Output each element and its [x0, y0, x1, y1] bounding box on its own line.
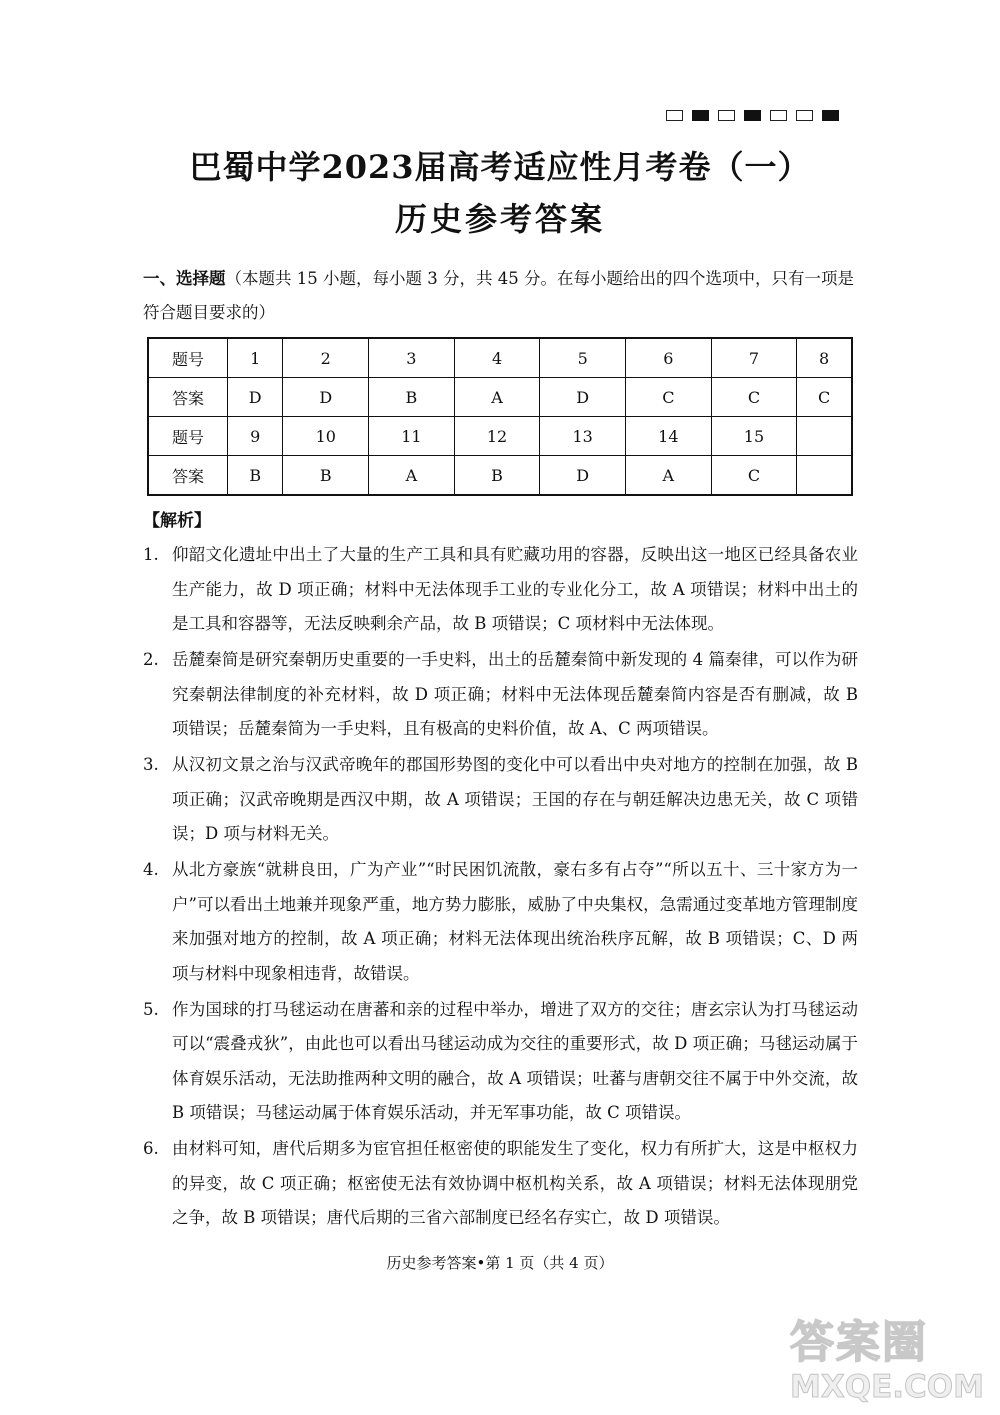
- question-number-cell: 2: [283, 338, 369, 378]
- item-number: 5.: [143, 999, 159, 1019]
- section-note: （本题共 15 小题，每小题 3 分，共 45 分。在每小题给出的四个选项中，只有一项是符合题目要求的）: [143, 269, 854, 322]
- item-text: 由材料可知，唐代后期多为宦官担任枢密使的职能发生了变化，权力有所扩大，这是中枢权力的异变，故 C 项正确；枢密使无法有效协调中枢机构关系，故 A 项错误；材料无法体现朋党之争，故 B 项错误；唐代后期的三省六部制度已经名存实亡，故 D 项错误。: [172, 1139, 858, 1227]
- answer-cell: B: [454, 456, 540, 496]
- section-heading: 一、选择题: [143, 269, 226, 288]
- header-mark: [822, 110, 839, 121]
- question-number-cell: 14: [626, 417, 712, 456]
- watermark-text-top: 答案圈: [790, 1317, 928, 1368]
- question-number-cell: 1: [228, 338, 283, 378]
- section-intro: [143, 262, 863, 330]
- row-label: 答案: [148, 456, 228, 496]
- table-row: [148, 338, 852, 378]
- page-title: 巴蜀中学2023届高考适应性月考卷（一）: [189, 148, 811, 186]
- answer-cell: D: [540, 456, 626, 496]
- item-text: 岳麓秦简是研究秦朝历史重要的一手史料，出土的岳麓秦简中新发现的 4 篇秦律，可以作为研究秦朝法律制度的补充材料，故 D 项正确；材料中无法体现岳麓秦简内容是否有删减，故 B 项错误；岳麓秦简为一手史料，且有极高的史料价值，故 A、C 两项错误。: [172, 650, 858, 738]
- question-number-cell: 4: [454, 338, 540, 378]
- answer-table: [147, 337, 853, 496]
- answer-cell: [797, 456, 852, 496]
- item-number: 2.: [143, 650, 159, 669]
- page-footer: 历史参考答案•第 1 页（共 4 页）: [386, 1254, 614, 1272]
- answer-cell: B: [283, 456, 369, 496]
- page-subtitle: 历史参考答案: [394, 200, 605, 238]
- item-text: 作为国球的打马毬运动在唐蕃和亲的过程中举办，增进了双方的交往；唐玄宗认为打马毬运动可以“震叠戎狄”，由此也可以看出马毬运动成为交往的重要形式，故 D 项正确；马毬运动属于体育娱乐活动，无法助推两种文明的融合，故 A 项错误；吐蕃与唐朝交往不属于中外交流，故 B 项错误；马毬运动属于体育娱乐活动，并无军事功能，故 C 项错误。: [172, 999, 858, 1122]
- item-number: 6.: [143, 1139, 159, 1158]
- answer-cell: B: [369, 378, 455, 417]
- list-item: [143, 853, 858, 991]
- answer-cell: A: [454, 378, 540, 417]
- analysis-list: [143, 538, 858, 1237]
- answer-cell: A: [369, 456, 455, 496]
- answer-cell: B: [228, 456, 283, 496]
- list-item: [143, 1132, 858, 1236]
- answer-cell: D: [283, 378, 369, 417]
- header-mark: [744, 110, 761, 121]
- header-marks: [666, 110, 839, 121]
- row-label: 答案: [148, 378, 228, 417]
- watermark-text-bottom: MXQE.COM: [790, 1369, 985, 1405]
- item-number: 4.: [143, 860, 159, 879]
- header-mark: [666, 110, 683, 121]
- analysis-heading: 【解析】: [143, 511, 211, 531]
- question-number-cell: 12: [454, 417, 540, 456]
- item-text: 从北方豪族“就耕良田，广为产业”“时民困饥流散，豪右多有占夺”“所以五十、三十家方为一户”可以看出土地兼并现象严重，地方势力膨胀，威胁了中央集权，急需通过变革地方管理制度来加强对地方的控制，故 A 项正确；材料无法体现出统治秩序瓦解，故 B 项错误；C、D 两项与材料中现象相违背，故错误。: [172, 860, 858, 983]
- item-text: 仰韶文化遗址中出土了大量的生产工具和具有贮藏功用的容器，反映出这一地区已经具备农业生产能力，故 D 项正确；材料中无法体现手工业的专业化分工，故 A 项错误；材料中出土的是工具和容器等，无法反映剩余产品，故 B 项错误；C 项材料中无法体现。: [172, 545, 858, 633]
- header-mark: [796, 110, 813, 121]
- header-mark: [692, 110, 709, 121]
- answer-cell: C: [626, 378, 712, 417]
- row-label: 题号: [148, 338, 228, 378]
- answer-cell: A: [626, 456, 712, 496]
- list-item: [143, 993, 858, 1131]
- answer-cell: D: [228, 378, 283, 417]
- question-number-cell: 8: [797, 338, 852, 378]
- item-number: 1.: [143, 545, 159, 564]
- item-text: 从汉初文景之治与汉武帝晚年的郡国形势图的变化中可以看出中央对地方的控制在加强，故 B 项正确；汉武帝晚期是西汉中期，故 A 项错误；王国的存在与朝廷解决边患无关，故 C 项错误；D 项与材料无关。: [172, 755, 858, 843]
- list-item: [143, 538, 858, 642]
- answer-cell: D: [540, 378, 626, 417]
- list-item: [143, 748, 858, 852]
- question-number-cell: 6: [626, 338, 712, 378]
- answer-cell: C: [711, 456, 797, 496]
- header-mark: [770, 110, 787, 121]
- question-number-cell: 15: [711, 417, 797, 456]
- header-mark: [718, 110, 735, 121]
- question-number-cell: 11: [369, 417, 455, 456]
- table-row: [148, 456, 852, 496]
- row-label: 题号: [148, 417, 228, 456]
- table-row: [148, 378, 852, 417]
- item-number: 3.: [143, 755, 159, 774]
- question-number-cell: 13: [540, 417, 626, 456]
- question-number-cell: 10: [283, 417, 369, 456]
- answer-cell: C: [797, 378, 852, 417]
- table-row: [148, 417, 852, 456]
- watermark-logo: [790, 1318, 985, 1413]
- list-item: [143, 643, 858, 747]
- answer-cell: C: [711, 378, 797, 417]
- question-number-cell: 5: [540, 338, 626, 378]
- question-number-cell: 3: [369, 338, 455, 378]
- question-number-cell: 7: [711, 338, 797, 378]
- question-number-cell: 9: [228, 417, 283, 456]
- question-number-cell: [797, 417, 852, 456]
